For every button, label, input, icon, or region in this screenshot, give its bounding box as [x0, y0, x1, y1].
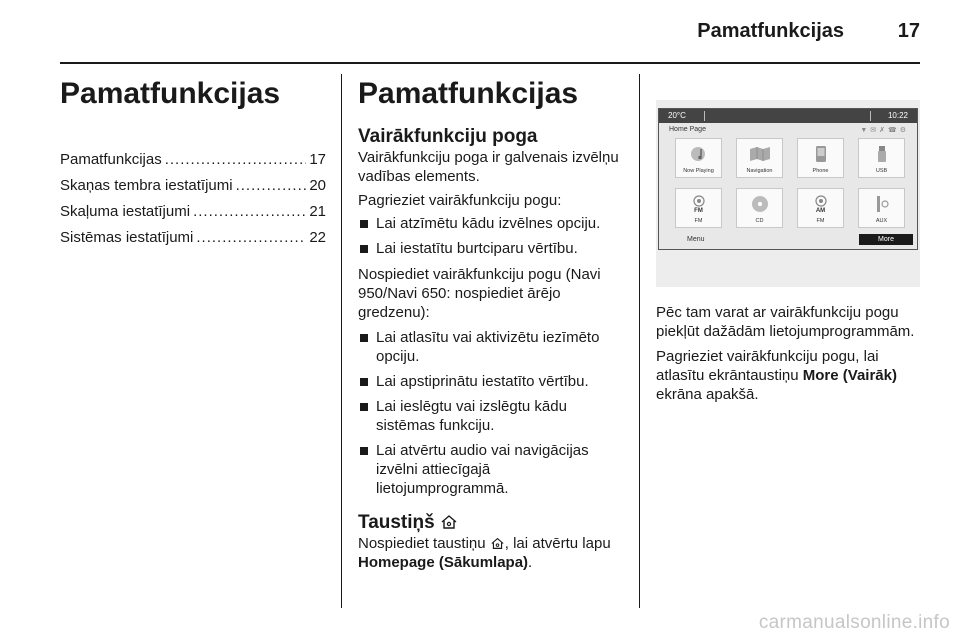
tile-label: USB	[875, 168, 888, 174]
list-item	[358, 372, 626, 391]
toc-item-page: 21	[309, 203, 326, 220]
toc-item-page: 20	[309, 177, 326, 194]
toc-item-label: Skaļuma iestatījumi	[60, 203, 191, 220]
tile-label: AUX	[875, 218, 888, 224]
list-item	[358, 239, 626, 258]
list-item-text: Lai ieslēgtu vai izslēgtu kādu sistēmas funkciju.	[376, 398, 567, 434]
toc-item-label: Sistēmas iestatījumi	[60, 229, 194, 246]
paragraph: Pēc tam varat ar vairākfunkciju pogu piekļūt dažādām lietojumprogrammām.	[656, 304, 915, 340]
tile-label: FM	[816, 218, 825, 224]
section-title: Pamatfunkcijas	[358, 77, 579, 110]
tile-label: Phone	[812, 168, 829, 174]
infotainment-screen	[658, 108, 918, 250]
tile-label: FM	[694, 218, 703, 224]
tile-band-label: FM	[694, 208, 703, 214]
screen-menu-button[interactable]: Menu	[687, 236, 705, 243]
home-icon	[440, 514, 458, 530]
column-divider-right	[639, 74, 640, 608]
list-item	[358, 328, 626, 366]
bullet-icon	[360, 245, 368, 253]
more-label: More (Vairāk)	[802, 367, 897, 384]
cd-icon	[751, 195, 769, 213]
toc-item-page: 22	[309, 229, 326, 246]
watermark: carmanualsonline.info	[758, 612, 950, 633]
toc-item-page: 17	[309, 151, 326, 168]
toc-item-label: Pamatfunkcijas	[60, 151, 162, 168]
bullet-icon	[360, 447, 368, 455]
tile-cd[interactable]	[736, 188, 783, 228]
home-key-heading	[358, 512, 626, 534]
list-item	[358, 397, 626, 435]
usb-icon	[876, 145, 888, 163]
aux-jack-icon	[874, 195, 890, 213]
map-icon	[749, 145, 771, 163]
tile-band-label: AM	[815, 208, 826, 214]
clock-readout: 10:22	[887, 111, 908, 120]
toc-item[interactable]	[60, 228, 326, 254]
column-divider-left	[341, 74, 342, 608]
tile-am[interactable]	[797, 188, 844, 228]
list-item-text: Lai apstiprinātu iestatīto vērtību.	[376, 373, 589, 390]
home-icon	[490, 537, 505, 550]
text-run: Pagrieziet vairākfunkciju pogu, lai atlasītu ekrāntaustiņu	[656, 348, 879, 384]
music-note-icon	[690, 145, 708, 163]
radio-icon	[814, 195, 828, 207]
toc-item[interactable]	[60, 202, 326, 228]
bullet-icon	[360, 334, 368, 342]
tile-aux[interactable]	[858, 188, 905, 228]
paragraph: Nospiediet vairākfunkciju pogu (Navi 950/Navi 650: nospiediet ārējo gredzenu):	[358, 266, 601, 321]
tile-now-playing[interactable]	[675, 138, 722, 178]
home-page-label: Home Page	[669, 126, 706, 133]
toc-item[interactable]	[60, 176, 326, 202]
paragraph: Pagrieziet vairākfunkciju pogu:	[358, 192, 562, 209]
toc-item-label: Skaņas tembra iestatījumi	[60, 177, 233, 194]
body-column-middle	[358, 76, 626, 572]
homepage-label: Homepage (Sākumlapa)	[358, 554, 529, 571]
bullet-icon	[360, 378, 368, 386]
tile-navigation[interactable]	[736, 138, 783, 178]
text-run: .	[528, 554, 533, 571]
radio-icon	[692, 195, 706, 207]
infotainment-screen-image	[656, 100, 920, 287]
multifunction-knob-heading: Vairākfunkciju poga	[358, 126, 538, 147]
tile-fm[interactable]	[675, 188, 722, 228]
toc-column	[60, 76, 326, 254]
tile-label: Now Playing	[683, 168, 714, 174]
screen-more-button[interactable]: More	[859, 234, 913, 245]
toc-item[interactable]	[60, 150, 326, 176]
tile-label: CD	[755, 218, 764, 224]
body-column-right	[656, 303, 920, 404]
chapter-title: Pamatfunkcijas	[60, 77, 281, 110]
screen-status-bar	[659, 109, 917, 123]
temperature-readout: 20°C	[668, 111, 686, 120]
text-run: , lai atvērtu lapu	[504, 535, 611, 552]
status-icons: ▼✉✗☎⚙	[860, 127, 909, 134]
tile-usb[interactable]	[858, 138, 905, 178]
list-item-text: Lai atlasītu vai aktivizētu iezīmēto opciju.	[376, 329, 600, 365]
list-item-text: Lai iestatītu burtciparu vērtību.	[376, 240, 578, 257]
paragraph	[358, 534, 626, 572]
page-header-title: Pamatfunkcijas	[697, 20, 844, 42]
list-item	[358, 441, 626, 498]
header-rule	[60, 62, 920, 64]
bullet-icon	[360, 403, 368, 411]
list-item-text: Lai atzīmētu kādu izvēlnes opciju.	[376, 215, 601, 232]
list-item	[358, 214, 626, 233]
text-run: ekrāna apakšā.	[656, 386, 759, 403]
paragraph: Vairākfunkciju poga ir galvenais izvēlņu vadības elements.	[358, 149, 619, 185]
phone-icon	[814, 145, 828, 163]
list-item-text: Lai atvērtu audio vai navigācijas izvēlni attiecīgajā lietojumprogrammā.	[376, 442, 589, 497]
text-run: Nospiediet taustiņu	[358, 535, 486, 552]
paragraph	[656, 347, 920, 404]
table-of-contents	[60, 150, 326, 254]
tile-phone[interactable]	[797, 138, 844, 178]
bullet-icon	[360, 220, 368, 228]
home-key-heading-text: Taustiņš	[358, 512, 435, 533]
tile-label: Navigation	[746, 168, 773, 174]
page-number: 17	[897, 20, 920, 42]
